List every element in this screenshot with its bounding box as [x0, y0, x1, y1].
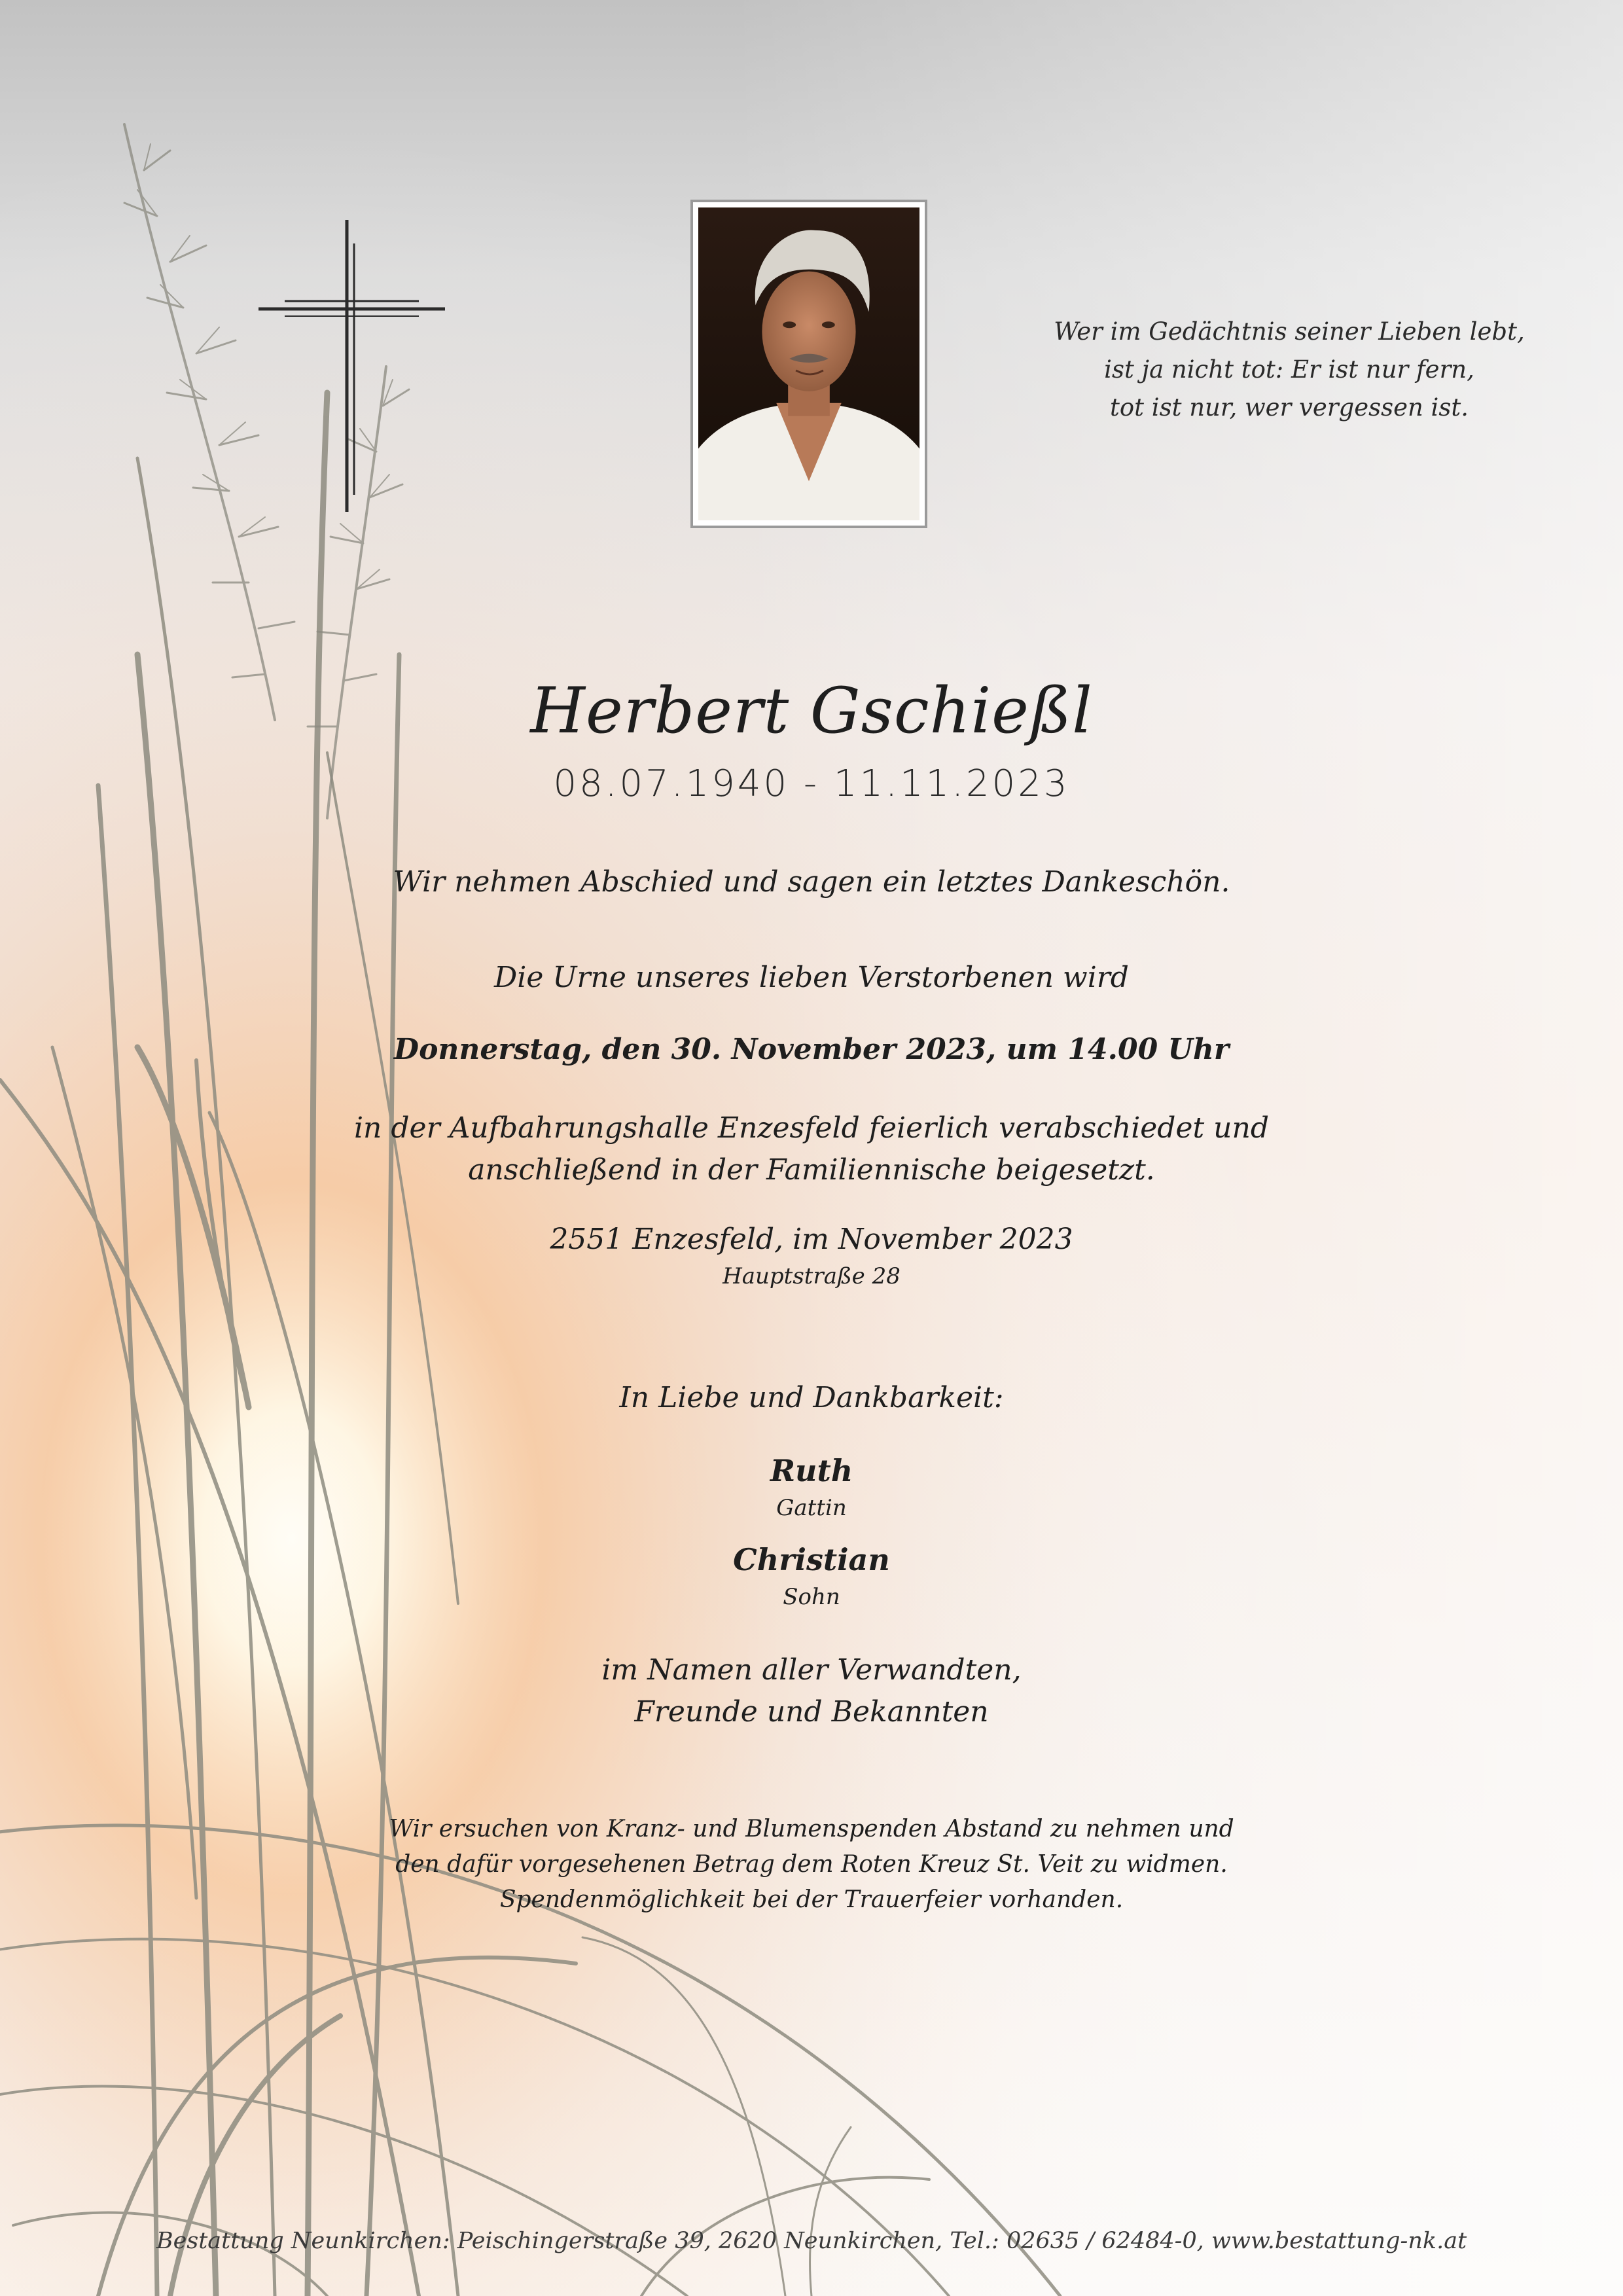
- ceremony-place: [0, 1107, 1623, 1191]
- ceremony-date: Donnerstag, den 30. November 2023, um 14.00 Uhr: [393, 1033, 1230, 1066]
- funeral-home-footer: Bestattung Neunkirchen: Peischingerstraße 39, 2620 Neunkirchen, Tel.: 02635 / 62484-0, www.bestattung-nk.at: [156, 2228, 1467, 2254]
- quote-line: Wer im Gedächtnis seiner Lieben lebt,: [1054, 317, 1525, 346]
- donation-note: [0, 1812, 1623, 1918]
- relatives-line: Freunde und Bekannten: [634, 1695, 989, 1729]
- donation-line: Spendenmöglichkeit bei der Trauerfeier vorhanden.: [499, 1886, 1124, 1913]
- gratitude-heading: In Liebe und Dankbarkeit:: [619, 1381, 1004, 1414]
- life-dates: 08.07.1940 - 11.11.2023: [553, 762, 1070, 805]
- donation-line: Wir ersuchen von Kranz- und Blumenspenden Abstand zu nehmen und: [389, 1816, 1234, 1842]
- urn-intro: Die Urne unseres lieben Verstorbenen wird: [494, 961, 1129, 994]
- portrait-frame: [690, 200, 927, 528]
- deceased-name: Herbert Gschießl: [530, 674, 1093, 747]
- memorial-quote: [1008, 313, 1571, 427]
- mourner-relation: Gattin: [776, 1495, 847, 1521]
- cross-icon: [259, 220, 445, 512]
- relatives-text: [0, 1649, 1623, 1733]
- mourner-relation: Sohn: [783, 1584, 840, 1610]
- mourner-name: Christian: [733, 1542, 890, 1577]
- donation-line: den dafür vorgesehenen Betrag dem Roten Kreuz St. Veit zu widmen.: [395, 1851, 1228, 1878]
- quote-line: ist ja nicht tot: Er ist nur fern,: [1104, 355, 1474, 384]
- portrait-photo: [698, 207, 919, 520]
- mourner-name: Ruth: [770, 1453, 853, 1488]
- quote-line: tot ist nur, wer vergessen ist.: [1109, 393, 1469, 422]
- place-line: in der Aufbahrungshalle Enzesfeld feierlich verabschiedet und: [353, 1111, 1270, 1145]
- place-line: anschließend in der Familiennische beigesetzt.: [468, 1153, 1155, 1187]
- farewell-text: Wir nehmen Abschied und sagen ein letztes Dankeschön.: [393, 865, 1230, 899]
- location-date: 2551 Enzesfeld, im November 2023: [550, 1223, 1073, 1256]
- relatives-line: im Namen aller Verwandten,: [601, 1653, 1022, 1687]
- address: Hauptstraße 28: [722, 1263, 901, 1289]
